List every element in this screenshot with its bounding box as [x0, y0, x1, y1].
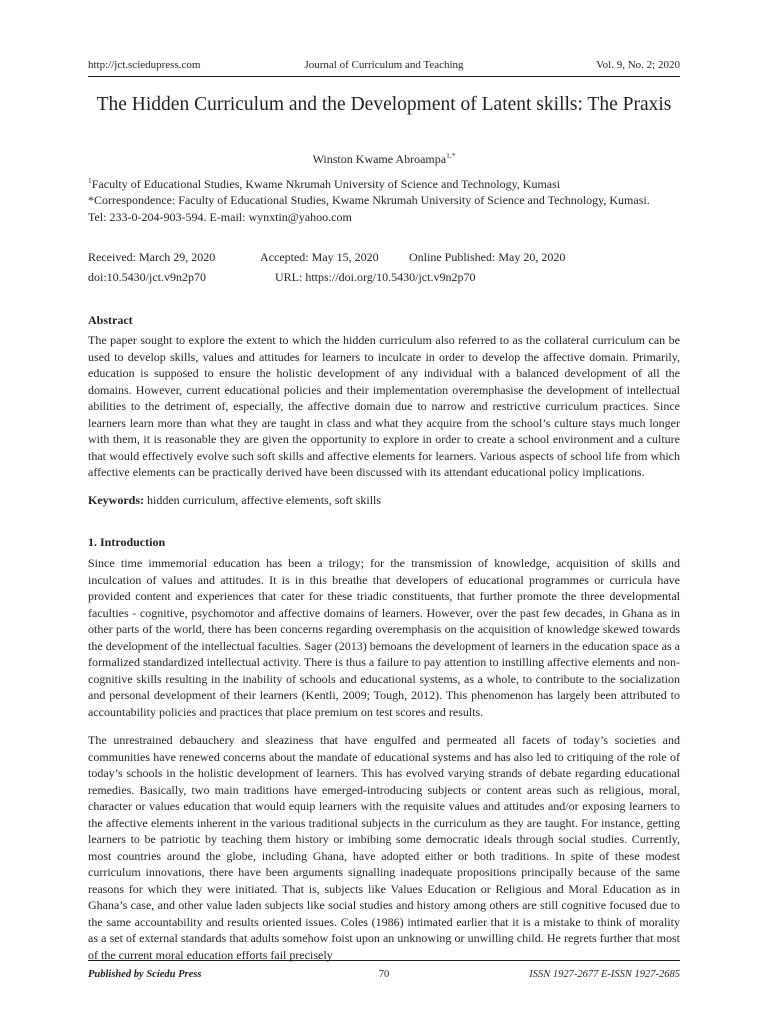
page-number: 70: [378, 969, 390, 980]
page-footer: [88, 960, 680, 983]
author-marks: 1,*: [446, 151, 456, 160]
introduction-paragraph-1: Since time immemorial education has been a trilogy; for the transmission of knowledge, acquisition of skills and inculcation of values and attitudes. It is in this breathe that developers of educational programmes or curricula have provided content and experiences that cater for these triadic constituents, that further promote the three developmental faculties - cognitive, psychomotor and affective domains of learners. However, over the past few decades, in Ghana as in other parts of the world, there has been concerns regarding overemphasis on the acquisition of knowledge skewed towards the development of the intellectual faculties. Sager (2013) bemoans the development of learners in the education space as a formalized standardized intellectual activity. There is thus a failure to pay attention to instilling affective elements and non-cognitive skills resulting in the inability of schools and educational systems, as a whole, to contribute to the socialization and personal development of their learners (Kentli, 2009; Tough, 2012). This phenomenon has largely been attributed to accountability policies and practices that place premium on test scores and results.: [88, 556, 680, 719]
affiliation: [88, 172, 680, 193]
affiliation-text: Faculty of Educational Studies, Kwame Nkrumah University of Science and Technology, Kumasi: [91, 177, 561, 191]
author-name: Winston Kwame Abroampa: [312, 152, 447, 166]
introduction-heading: 1. Introduction: [88, 535, 166, 549]
publisher: Published by Sciedu Press: [88, 969, 202, 980]
keywords-text: hidden curriculum, affective elements, soft skills: [144, 493, 382, 507]
running-header: [88, 58, 680, 77]
introduction-paragraph-2: The unrestrained debauchery and sleaziness that have engulfed and permeated all facets of today’s societies and communities have renewed concerns about the mandate of educational systems and has also led to critiquing of the role of today’s schools in the holistic development of learners. This has evolved varying strands of debate regarding educational remedies. Basically, two main traditions have emerged-introducing subjects or content areas such as religious, moral, character or values education that would equip learners with the requisite values and attitudes and/or exposing learners to the affective elements inherent in the various traditional subjects in the curriculum as they are taught. For instance, getting learners to be patriotic by teaching them history or imbibing some democratic ideals through social studies. Currently, most countries around the globe, including Ghana, have adopted either or both traditions. In spite of these modest curriculum innovations, there have been arguments signalling inadequate propositions principally because of the same reasons for which they were initiated. That is, subjects like Values Education or Religious and Moral Education as in Ghana’s case, and other value laden subjects like social studies and history among others are still cognitive focused due to the same accountability and results oriented issues. Coles (1986) intimated earlier that it is a mistake to think of morality as a set of external standards that adults somehow foist upon an unknowing or unwilling child. He regrets further that most of the current moral education efforts fail precisely: [88, 733, 680, 962]
received-date: Received: March 29, 2020: [88, 250, 216, 264]
journal-name: Journal of Curriculum and Teaching: [304, 59, 464, 71]
abstract-text: The paper sought to explore the extent to which the hidden curriculum also referred to as the collateral curriculum can be used to develop skills, values and attitudes for learners to inculcate in order to develop the affective domain. Primarily, education is supposed to ensure the holistic development of any individual with a balanced development of all the domains. However, current educational policies and their implementation overemphasise the development of intellectual abilities to the detriment of, especially, the affective domain due to narrow and restrictive curriculum practices. Since learners learn more than what they are taught in class and what they acquire from the school’s culture stays much longer with them, it is reasonable they are given the opportunity to explore in order to create a school environment and a culture that would effectively evolve such soft skills and affective elements for learners. Various aspects of school life from which affective elements can be practically derived have been discussed with its attendant educational policy implications.: [88, 333, 680, 479]
volume-info: Vol. 9, No. 2; 2020: [596, 59, 680, 71]
issn: ISSN 1927-2677 E-ISSN 1927-2685: [529, 969, 680, 980]
correspondence-line-1: *Correspondence: Faculty of Educational Studies, Kwame Nkrumah University of Science and Technology, Kumasi.: [88, 193, 650, 207]
article-title: The Hidden Curriculum and the Development of Latent skills: The Praxis: [96, 94, 672, 115]
doi: doi:10.5430/jct.v9n2p70: [88, 270, 206, 284]
keywords-label: Keywords:: [88, 493, 144, 507]
doi-url-link[interactable]: URL: https://doi.org/10.5430/jct.v9n2p70: [275, 270, 476, 284]
abstract-heading: Abstract: [88, 313, 133, 327]
author-line: [88, 151, 680, 167]
affiliation-mark: 1: [88, 176, 92, 185]
accepted-date: Accepted: May 15, 2020: [260, 250, 379, 264]
correspondence: [88, 192, 680, 226]
keywords: [88, 492, 680, 509]
correspondence-line-2: Tel: 233-0-204-903-594. E-mail: wynxtin@yahoo.com: [88, 210, 352, 224]
journal-url-link[interactable]: http://jct.sciedupress.com: [88, 59, 201, 71]
published-date: Online Published: May 20, 2020: [409, 250, 566, 264]
